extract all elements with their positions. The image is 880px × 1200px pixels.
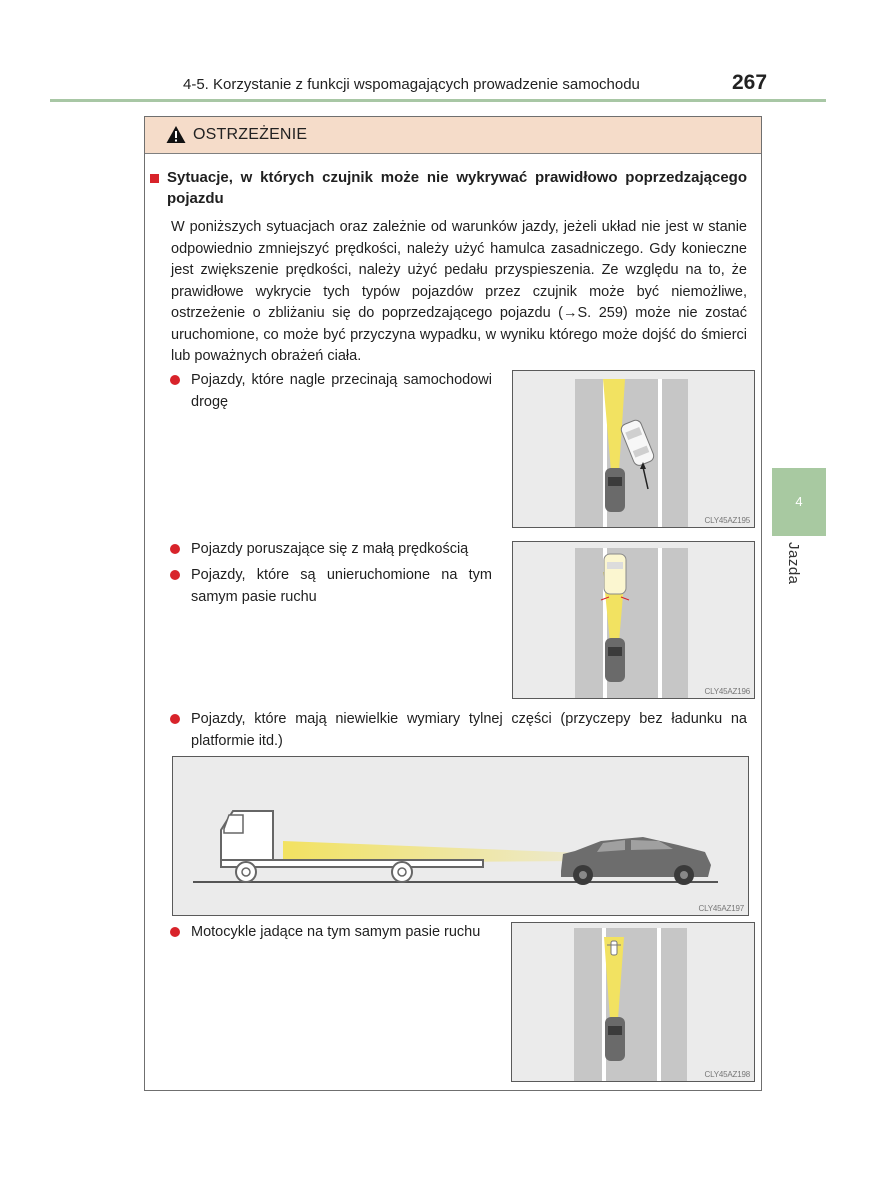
section-marker <box>150 174 159 183</box>
bullet-dot <box>170 544 180 554</box>
chapter-tab-label: Jazda <box>785 542 802 585</box>
list-item <box>170 370 492 413</box>
road-diagram-cut-in <box>513 371 755 528</box>
figure-low-rear-truck <box>172 756 749 916</box>
list-item <box>170 922 492 944</box>
warning-header <box>145 117 761 154</box>
bullet-text: Pojazdy, które mają niewielkie wymiary tylnej części (przyczepy bez ładunku na platformie itd.) <box>191 711 747 749</box>
bullet-dot <box>170 375 180 385</box>
page-number: 267 <box>732 71 768 94</box>
figure-motorcycle <box>511 922 755 1082</box>
road-diagram-motorcycle <box>512 923 755 1082</box>
header-divider <box>50 99 826 102</box>
bullet-dot <box>170 927 180 937</box>
list-item <box>170 709 747 752</box>
list-item <box>170 565 492 608</box>
side-view-diagram-truck <box>173 757 749 916</box>
bullet-text: Pojazdy, które nagle przecinają samochodowi drogę <box>191 372 492 410</box>
figure-cut-in <box>512 370 755 528</box>
figure-code: CLY45AZ195 <box>704 516 750 525</box>
warning-box <box>144 116 762 1091</box>
warning-title: OSTRZEŻENIE <box>193 126 308 143</box>
section-heading: Sytuacje, w których czujnik może nie wykrywać prawidłowo poprzedzającego pojazdu <box>167 169 747 207</box>
figure-code: CLY45AZ198 <box>704 1070 750 1079</box>
figure-code: CLY45AZ197 <box>698 904 744 913</box>
chapter-tab-number: 4 <box>795 494 803 509</box>
bullet-text: Motocykle jadące na tym samym pasie ruchu <box>191 924 481 940</box>
chapter-header-title: 4-5. Korzystanie z funkcji wspomagających prowadzenie samochodu <box>183 76 640 93</box>
bullet-text: Pojazdy poruszające się z małą prędkością <box>191 541 469 557</box>
chapter-tab <box>772 468 826 536</box>
figure-slow-vehicle <box>512 541 755 699</box>
warning-triangle-icon <box>166 125 186 144</box>
warning-paragraph: W poniższych sytuacjach oraz zależnie od warunków jazdy, jeżeli układ nie jest w stanie odpowiednio zmniejszyć prędkości, należy użyć hamulca zasadniczego. Gdy konieczne jest zwiększenie prędkości, należy użyć pedału przyspieszenia. Ze względu na to, że prawidłowe wykrycie tych typów pojazdów przez czujnik może być niemożliwe, ostrzeżenie o zbliżaniu się do poprzedzającego pojazdu (→S. 259) może nie zostać uruchomione, co może być przyczyna wypadku, w wyniku którego może dojść do śmierci lub poważnych obrażeń ciała. <box>171 219 747 364</box>
bullet-dot <box>170 714 180 724</box>
road-diagram-slow-vehicle <box>513 542 755 699</box>
list-item <box>170 539 492 561</box>
bullet-text: Pojazdy, które są unieruchomione na tym samym pasie ruchu <box>191 567 492 605</box>
bullet-dot <box>170 570 180 580</box>
figure-code: CLY45AZ196 <box>704 687 750 696</box>
